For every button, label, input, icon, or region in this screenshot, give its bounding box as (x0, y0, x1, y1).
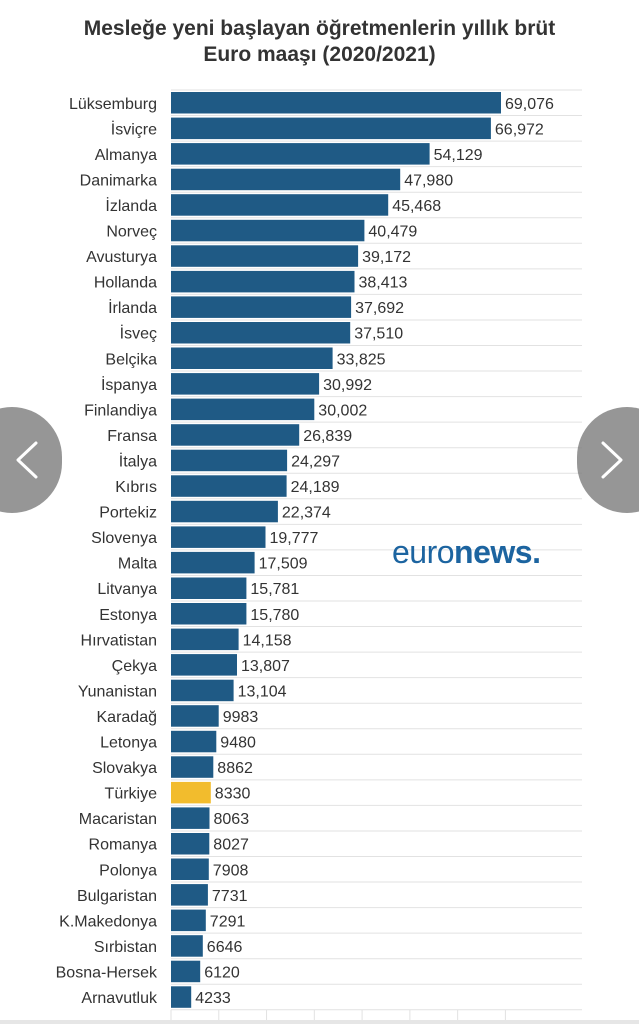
category-label-14: İtalya (118, 453, 157, 471)
value-label-19: 15,781 (250, 581, 300, 599)
category-label-1: İsviçre (110, 121, 157, 139)
category-label-0: Lüksemburg (68, 95, 157, 113)
value-label-21: 14,158 (242, 632, 292, 650)
category-label-16: Portekiz (99, 504, 157, 522)
logo-text-dot: . (532, 534, 541, 570)
value-label-30: 7908 (212, 862, 249, 880)
value-label-31: 7731 (211, 887, 248, 905)
category-label-34: Bosna-Hersek (55, 964, 157, 982)
bar-19 (171, 578, 246, 600)
value-label-24: 9983 (222, 709, 259, 726)
value-label-6: 39,172 (362, 249, 412, 267)
category-label-12: Finlandiya (84, 402, 157, 420)
category-label-21: Hırvatistan (80, 632, 157, 650)
value-label-32: 7291 (209, 913, 246, 931)
value-label-7: 38,413 (358, 274, 408, 292)
value-label-15: 24,189 (290, 479, 340, 496)
value-label-26: 8862 (217, 760, 253, 778)
value-label-27: 8330 (214, 785, 251, 803)
category-label-28: Macaristan (78, 811, 157, 829)
chart-title-line-2: Euro maaşı (2020/2021) (203, 43, 436, 66)
value-label-18: 17,509 (258, 555, 308, 573)
category-labels (56, 96, 158, 1007)
value-label-16: 22,374 (281, 504, 331, 522)
category-label-7: Hollanda (93, 274, 157, 292)
category-label-35: Arnavutluk (81, 990, 157, 1007)
page-bottom-edge (0, 1020, 639, 1024)
category-label-30: Polonya (99, 862, 157, 880)
bar-35 (171, 986, 191, 1008)
bar-30 (171, 859, 209, 881)
chevron-left-icon (0, 407, 62, 513)
category-label-2: Almanya (94, 146, 157, 164)
bar-14 (171, 450, 287, 472)
bar-20 (171, 603, 246, 625)
category-label-24: Karadağ (96, 709, 157, 726)
bar-10 (171, 348, 333, 370)
bar-3 (171, 169, 400, 191)
chart-title-line-1: Mesleğe yeni başlayan öğretmenlerin yıllık brüt (83, 17, 556, 40)
bar-22 (171, 654, 237, 676)
bar-18 (171, 552, 255, 574)
logo-text-euro: euro (392, 534, 455, 570)
euronews-logo (392, 530, 588, 574)
category-label-22: Çekya (111, 657, 157, 675)
bar-15 (171, 475, 287, 497)
bar-0 (171, 92, 501, 114)
category-label-27: Türkiye (104, 785, 157, 803)
bar-1 (171, 118, 491, 140)
bar-23 (171, 680, 234, 702)
bar-5 (171, 220, 364, 242)
category-label-3: Danimarka (79, 172, 157, 190)
category-label-25: Letonya (100, 734, 157, 752)
category-label-15: Kıbrıs (115, 479, 157, 496)
bar-32 (171, 910, 206, 932)
bar-6 (171, 245, 358, 266)
value-label-12: 30,002 (318, 402, 368, 420)
value-label-22: 13,807 (241, 657, 290, 675)
value-label-17: 19,777 (269, 530, 319, 548)
bar-31 (171, 884, 208, 906)
chevron-right-icon (577, 407, 639, 513)
bar-21 (171, 629, 239, 651)
category-label-10: Belçika (105, 351, 157, 369)
value-label-8: 37,692 (355, 300, 405, 318)
category-label-18: Malta (117, 555, 157, 573)
bar-16 (171, 501, 278, 523)
category-label-13: Fransa (107, 427, 157, 445)
category-label-29: Romanya (88, 836, 157, 854)
bar-4 (171, 194, 388, 216)
category-label-5: Norveç (106, 223, 157, 241)
bar-13 (171, 424, 299, 446)
bar-26 (171, 756, 213, 778)
value-label-28: 8063 (213, 811, 250, 829)
bar-33 (171, 935, 203, 957)
category-label-20: Estonya (99, 606, 157, 624)
category-label-23: Yunanistan (77, 683, 157, 701)
value-label-10: 33,825 (336, 351, 386, 369)
bar-9 (171, 322, 350, 344)
value-label-3: 47,980 (404, 172, 454, 190)
bar-7 (171, 271, 355, 293)
category-label-6: Avusturya (86, 249, 157, 267)
next-slide-button[interactable] (577, 407, 639, 513)
bar-27 (171, 782, 211, 804)
value-label-11: 30,992 (323, 376, 373, 394)
bar-8 (171, 296, 351, 318)
value-label-5: 40,479 (368, 223, 418, 241)
value-label-2: 54,129 (433, 146, 483, 164)
bar-17 (171, 526, 266, 548)
value-label-9: 37,510 (354, 325, 404, 343)
category-label-4: İzlanda (105, 198, 157, 215)
bar-24 (171, 705, 219, 727)
category-label-19: Litvanya (97, 581, 157, 599)
value-label-13: 26,839 (303, 427, 353, 445)
previous-slide-button[interactable] (0, 407, 62, 513)
category-label-32: K.Makedonya (59, 913, 157, 931)
value-label-23: 13,104 (237, 683, 287, 701)
bar-11 (171, 373, 319, 395)
logo-text-news: news (454, 534, 533, 570)
bar-29 (171, 833, 209, 855)
bar-2 (171, 143, 430, 165)
value-label-20: 15,780 (250, 606, 300, 624)
value-label-25: 9480 (220, 734, 256, 752)
category-label-31: Bulgaristan (76, 887, 157, 905)
value-label-35: 4233 (195, 990, 231, 1007)
value-label-29: 8027 (213, 836, 249, 854)
category-label-9: İsveç (119, 325, 157, 343)
bar-25 (171, 731, 216, 753)
value-label-1: 66,972 (494, 121, 544, 139)
bar-12 (171, 399, 314, 421)
value-label-0: 69,076 (505, 95, 554, 113)
value-label-4: 45,468 (392, 198, 442, 215)
value-label-34: 6120 (204, 964, 240, 982)
value-label-14: 24,297 (291, 453, 341, 471)
category-label-26: Slovakya (92, 760, 157, 778)
category-label-8: İrlanda (108, 300, 157, 318)
bar-34 (171, 961, 200, 983)
bar-28 (171, 807, 210, 829)
category-label-17: Slovenya (91, 530, 157, 548)
value-label-33: 6646 (206, 938, 243, 956)
category-label-11: İspanya (100, 376, 157, 394)
category-label-33: Sırbistan (93, 938, 157, 956)
